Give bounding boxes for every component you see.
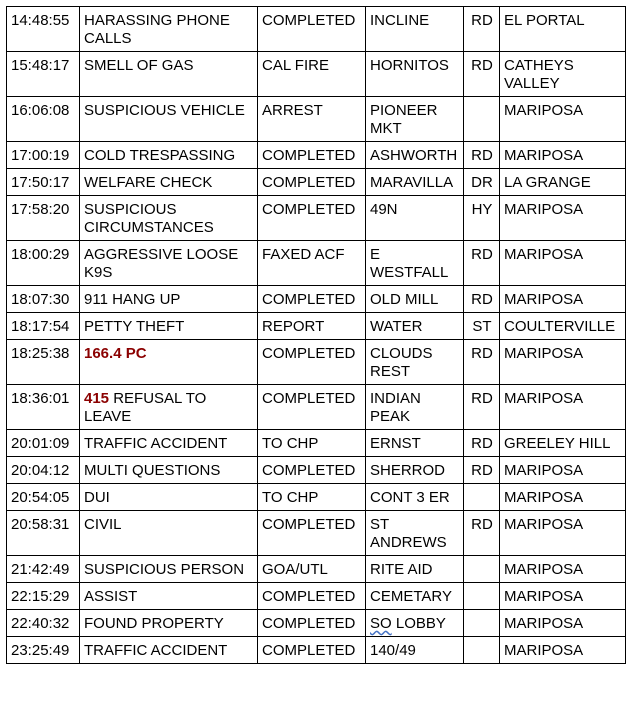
time-cell: 18:17:54 [7, 313, 80, 340]
table-row [7, 7, 626, 52]
street-cell: ST ANDREWS [366, 511, 464, 556]
street-suffix-cell: RD [464, 52, 500, 97]
call-type-cell [80, 340, 258, 385]
street-cell: INCLINE [366, 7, 464, 52]
street-cell: 49N [366, 196, 464, 241]
table-row [7, 313, 626, 340]
street-suffix-cell: RD [464, 457, 500, 484]
time-cell: 17:00:19 [7, 142, 80, 169]
disposition-cell: FAXED ACF [258, 241, 366, 286]
street-suffix-cell [464, 97, 500, 142]
street-text: LOBBY [395, 615, 446, 632]
street-suffix-cell: DR [464, 169, 500, 196]
disposition-cell: CAL FIRE [258, 52, 366, 97]
street-suffix-cell: RD [464, 241, 500, 286]
table-row [7, 457, 626, 484]
call-type-cell: SUSPICIOUS CIRCUMSTANCES [80, 196, 258, 241]
city-cell: MARIPOSA [500, 484, 626, 511]
table-row [7, 340, 626, 385]
table-row [7, 52, 626, 97]
time-cell: 15:48:17 [7, 52, 80, 97]
table-row [7, 484, 626, 511]
spellcheck-underlined-word: SO [370, 615, 392, 632]
penal-code: 415 [84, 390, 110, 407]
disposition-cell: COMPLETED [258, 610, 366, 637]
city-cell: LA GRANGE [500, 169, 626, 196]
time-cell: 22:40:32 [7, 610, 80, 637]
time-cell: 20:04:12 [7, 457, 80, 484]
call-type-cell: SUSPICIOUS PERSON [80, 556, 258, 583]
city-cell: MARIPOSA [500, 196, 626, 241]
street-cell: CLOUDS REST [366, 340, 464, 385]
city-cell: MARIPOSA [500, 583, 626, 610]
table-row [7, 556, 626, 583]
city-cell: MARIPOSA [500, 142, 626, 169]
time-cell: 17:50:17 [7, 169, 80, 196]
call-type-cell: TRAFFIC ACCIDENT [80, 430, 258, 457]
table-row [7, 97, 626, 142]
city-cell: EL PORTAL [500, 7, 626, 52]
time-cell: 16:06:08 [7, 97, 80, 142]
call-log-table [6, 6, 626, 664]
table-row [7, 286, 626, 313]
street-suffix-cell: RD [464, 286, 500, 313]
street-suffix-cell [464, 583, 500, 610]
time-cell: 18:07:30 [7, 286, 80, 313]
time-cell: 21:42:49 [7, 556, 80, 583]
city-cell: MARIPOSA [500, 457, 626, 484]
disposition-cell: REPORT [258, 313, 366, 340]
table-row [7, 142, 626, 169]
street-cell: MARAVILLA [366, 169, 464, 196]
time-cell: 20:58:31 [7, 511, 80, 556]
time-cell: 22:15:29 [7, 583, 80, 610]
disposition-cell: COMPLETED [258, 142, 366, 169]
street-cell: CEMETARY [366, 583, 464, 610]
table-row [7, 385, 626, 430]
table-row [7, 241, 626, 286]
street-cell: OLD MILL [366, 286, 464, 313]
disposition-cell: TO CHP [258, 430, 366, 457]
table-row [7, 511, 626, 556]
street-cell: E WESTFALL [366, 241, 464, 286]
call-type-cell: AGGRESSIVE LOOSE K9S [80, 241, 258, 286]
street-cell: CONT 3 ER [366, 484, 464, 511]
street-suffix-cell [464, 484, 500, 511]
street-suffix-cell: RD [464, 7, 500, 52]
disposition-cell: COMPLETED [258, 583, 366, 610]
call-type-cell [80, 385, 258, 430]
call-type-cell: FOUND PROPERTY [80, 610, 258, 637]
city-cell: MARIPOSA [500, 385, 626, 430]
call-type-cell: MULTI QUESTIONS [80, 457, 258, 484]
disposition-cell: COMPLETED [258, 286, 366, 313]
call-type-cell: CIVIL [80, 511, 258, 556]
street-suffix-cell [464, 610, 500, 637]
table-row [7, 196, 626, 241]
street-cell: ASHWORTH [366, 142, 464, 169]
call-type-cell: PETTY THEFT [80, 313, 258, 340]
street-cell: WATER [366, 313, 464, 340]
penal-code: 166.4 PC [84, 345, 147, 362]
city-cell: MARIPOSA [500, 340, 626, 385]
time-cell: 14:48:55 [7, 7, 80, 52]
city-cell: MARIPOSA [500, 286, 626, 313]
call-type-cell: DUI [80, 484, 258, 511]
street-suffix-cell [464, 637, 500, 664]
time-cell: 17:58:20 [7, 196, 80, 241]
street-suffix-cell: RD [464, 385, 500, 430]
street-suffix-cell: ST [464, 313, 500, 340]
street-cell: 140/49 [366, 637, 464, 664]
disposition-cell: TO CHP [258, 484, 366, 511]
street-suffix-cell: RD [464, 142, 500, 169]
disposition-cell: COMPLETED [258, 169, 366, 196]
table-row [7, 637, 626, 664]
call-type-cell: HARASSING PHONE CALLS [80, 7, 258, 52]
disposition-cell: COMPLETED [258, 196, 366, 241]
street-cell: ERNST [366, 430, 464, 457]
city-cell: GREELEY HILL [500, 430, 626, 457]
street-cell: INDIAN PEAK [366, 385, 464, 430]
call-type-cell: TRAFFIC ACCIDENT [80, 637, 258, 664]
time-cell: 23:25:49 [7, 637, 80, 664]
call-type-cell: SUSPICIOUS VEHICLE [80, 97, 258, 142]
street-suffix-cell: HY [464, 196, 500, 241]
time-cell: 18:25:38 [7, 340, 80, 385]
disposition-cell: COMPLETED [258, 457, 366, 484]
city-cell: MARIPOSA [500, 511, 626, 556]
time-cell: 20:01:09 [7, 430, 80, 457]
disposition-cell: COMPLETED [258, 7, 366, 52]
call-type-cell: COLD TRESPASSING [80, 142, 258, 169]
time-cell: 20:54:05 [7, 484, 80, 511]
street-suffix-cell: RD [464, 430, 500, 457]
street-cell: RITE AID [366, 556, 464, 583]
time-cell: 18:36:01 [7, 385, 80, 430]
city-cell: MARIPOSA [500, 637, 626, 664]
city-cell: MARIPOSA [500, 556, 626, 583]
street-cell: PIONEER MKT [366, 97, 464, 142]
call-type-cell: SMELL OF GAS [80, 52, 258, 97]
disposition-cell: COMPLETED [258, 340, 366, 385]
disposition-cell: ARREST [258, 97, 366, 142]
city-cell: MARIPOSA [500, 610, 626, 637]
table-row [7, 610, 626, 637]
street-cell: SHERROD [366, 457, 464, 484]
call-type-cell: WELFARE CHECK [80, 169, 258, 196]
street-cell [366, 610, 464, 637]
disposition-cell: COMPLETED [258, 511, 366, 556]
street-suffix-cell: RD [464, 511, 500, 556]
call-type-text: REFUSAL TO LEAVE [84, 390, 207, 425]
time-cell: 18:00:29 [7, 241, 80, 286]
call-type-cell: 911 HANG UP [80, 286, 258, 313]
city-cell: COULTERVILLE [500, 313, 626, 340]
street-suffix-cell: RD [464, 340, 500, 385]
table-row [7, 430, 626, 457]
street-cell: HORNITOS [366, 52, 464, 97]
table-row [7, 583, 626, 610]
city-cell: CATHEYS VALLEY [500, 52, 626, 97]
city-cell: MARIPOSA [500, 97, 626, 142]
call-type-cell: ASSIST [80, 583, 258, 610]
city-cell: MARIPOSA [500, 241, 626, 286]
table-row [7, 169, 626, 196]
disposition-cell: COMPLETED [258, 637, 366, 664]
disposition-cell: COMPLETED [258, 385, 366, 430]
street-suffix-cell [464, 556, 500, 583]
disposition-cell: GOA/UTL [258, 556, 366, 583]
